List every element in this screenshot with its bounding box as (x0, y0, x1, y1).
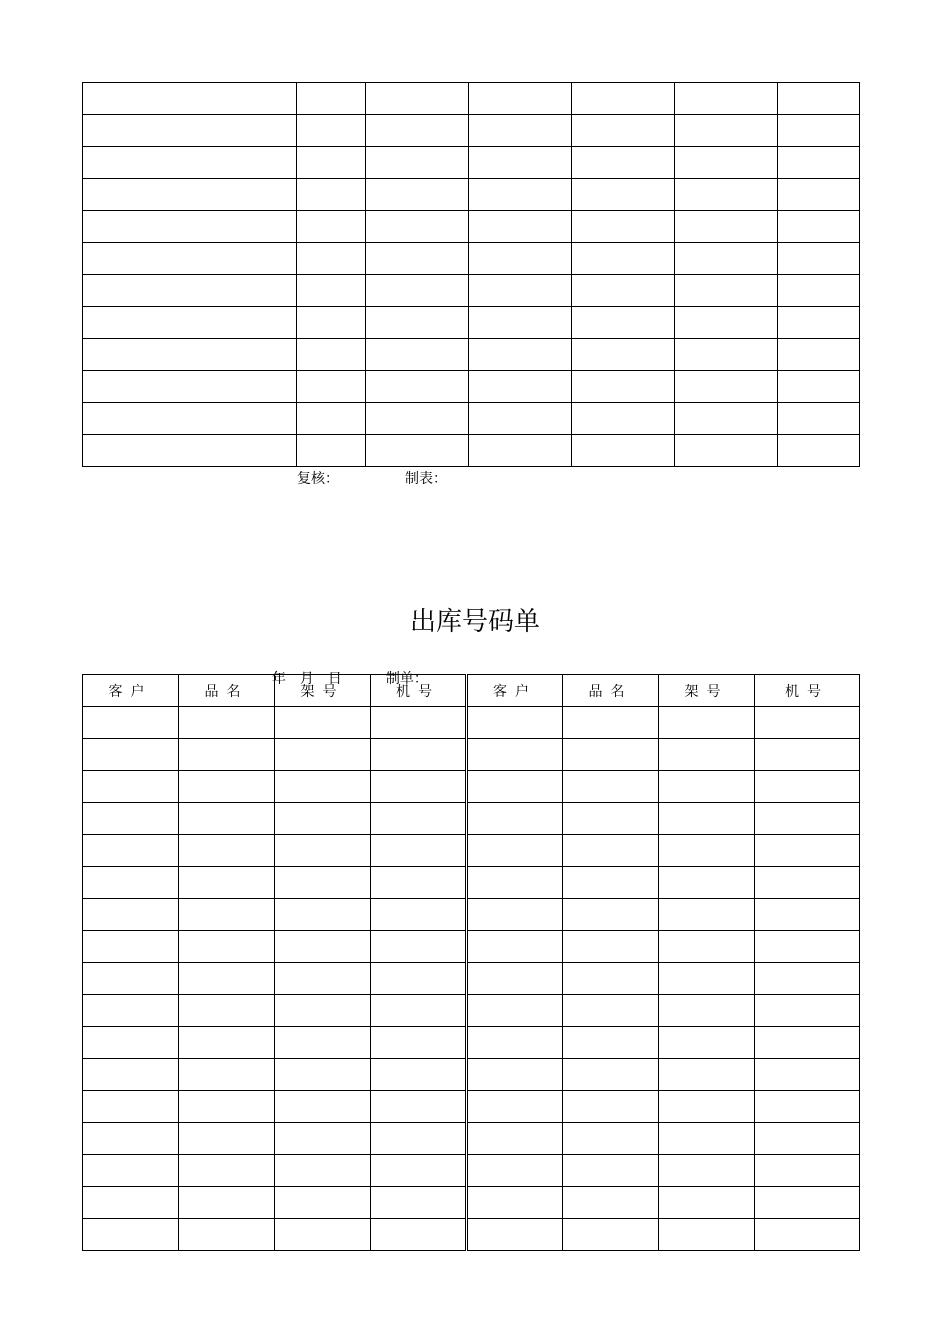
table-row (83, 1187, 860, 1219)
table-cell (83, 179, 297, 211)
table-cell (83, 867, 179, 899)
table-cell (83, 243, 297, 275)
table-row (83, 803, 860, 835)
table-cell (179, 1187, 275, 1219)
table-maker-label: 制表： (405, 471, 447, 487)
table-cell (755, 739, 860, 771)
table-cell (467, 1027, 563, 1059)
table-cell (572, 403, 675, 435)
table-cell (297, 339, 366, 371)
header-machine-number-2: 机号 (755, 675, 860, 707)
table-cell (275, 931, 371, 963)
table-cell (83, 83, 297, 115)
table-cell (675, 243, 778, 275)
table-cell (675, 275, 778, 307)
table-cell (778, 275, 860, 307)
table-cell (371, 1155, 467, 1187)
table-cell (469, 211, 572, 243)
header-customer-2: 客户 (467, 675, 563, 707)
table-cell (371, 931, 467, 963)
table-cell (83, 995, 179, 1027)
table-cell (467, 1155, 563, 1187)
table-cell (778, 211, 860, 243)
table-cell (563, 995, 659, 1027)
table-cell (755, 899, 860, 931)
table-cell (675, 211, 778, 243)
table-row (83, 1059, 860, 1091)
table-cell (659, 739, 755, 771)
header-product-name: 品名 (179, 675, 275, 707)
table-row (83, 403, 860, 435)
table-cell (366, 179, 469, 211)
table-cell (366, 435, 469, 467)
table-cell (659, 899, 755, 931)
table-cell (563, 867, 659, 899)
table-cell (467, 995, 563, 1027)
table-cell (563, 739, 659, 771)
review-label: 复核： (297, 471, 339, 487)
table-cell (83, 931, 179, 963)
table-cell (572, 147, 675, 179)
table-cell (275, 739, 371, 771)
table-cell (755, 707, 860, 739)
table-row (83, 307, 860, 339)
table-cell (275, 1059, 371, 1091)
table-cell (659, 995, 755, 1027)
table-cell (371, 707, 467, 739)
table-row (83, 179, 860, 211)
table-cell (572, 115, 675, 147)
table-cell (371, 1123, 467, 1155)
table-cell (563, 707, 659, 739)
table-cell (83, 211, 297, 243)
table-cell (469, 115, 572, 147)
table-cell (755, 1155, 860, 1187)
table-cell (675, 147, 778, 179)
table-cell (467, 1187, 563, 1219)
table-cell (83, 963, 179, 995)
table-row (83, 1155, 860, 1187)
table-cell (275, 1187, 371, 1219)
table-cell (371, 835, 467, 867)
table-cell (659, 1123, 755, 1155)
table-cell (371, 803, 467, 835)
table-cell (83, 1059, 179, 1091)
table-row (83, 371, 860, 403)
table-cell (467, 803, 563, 835)
table-cell (297, 371, 366, 403)
table-cell (572, 179, 675, 211)
table-cell (83, 1091, 179, 1123)
table-cell (371, 867, 467, 899)
table-cell (659, 1091, 755, 1123)
table-cell (778, 371, 860, 403)
table-cell (275, 995, 371, 1027)
table-cell (563, 963, 659, 995)
table-cell (275, 963, 371, 995)
table-cell (563, 899, 659, 931)
table-row (83, 899, 860, 931)
table-cell (755, 1091, 860, 1123)
table-row (83, 1219, 860, 1251)
table-cell (778, 147, 860, 179)
table-cell (179, 867, 275, 899)
table-cell (469, 275, 572, 307)
table-cell (675, 339, 778, 371)
table-cell (371, 995, 467, 1027)
header-customer: 客户 (83, 675, 179, 707)
table-cell (469, 435, 572, 467)
table-cell (467, 1123, 563, 1155)
table-cell (83, 1187, 179, 1219)
table-cell (755, 931, 860, 963)
table-row (83, 931, 860, 963)
table-cell (755, 803, 860, 835)
table-row (83, 739, 860, 771)
table-cell (179, 1027, 275, 1059)
table-cell (467, 899, 563, 931)
table-cell (297, 435, 366, 467)
table-cell (778, 115, 860, 147)
table-cell (371, 1187, 467, 1219)
table-cell (778, 243, 860, 275)
table-row (83, 1027, 860, 1059)
table-cell (83, 739, 179, 771)
table-row (83, 995, 860, 1027)
table-row (83, 83, 860, 115)
table-cell (83, 147, 297, 179)
table-cell (297, 147, 366, 179)
page-title: 出库号码单 (409, 607, 540, 637)
table-cell (371, 1091, 467, 1123)
table-cell (83, 115, 297, 147)
table-cell (778, 307, 860, 339)
table-cell (675, 371, 778, 403)
table-row (83, 243, 860, 275)
table-cell (275, 771, 371, 803)
table-cell (659, 1027, 755, 1059)
table-row (83, 835, 860, 867)
table-cell (755, 771, 860, 803)
table-cell (275, 867, 371, 899)
table-cell (275, 1155, 371, 1187)
table-cell (366, 275, 469, 307)
table-cell (83, 339, 297, 371)
table-cell (563, 1091, 659, 1123)
table-cell (778, 403, 860, 435)
table-cell (469, 307, 572, 339)
table-cell (275, 1123, 371, 1155)
table-cell (659, 931, 755, 963)
table-cell (366, 243, 469, 275)
table-cell (366, 339, 469, 371)
table-cell (83, 307, 297, 339)
table-row (83, 147, 860, 179)
table-cell (83, 771, 179, 803)
table-cell (83, 707, 179, 739)
table-cell (675, 115, 778, 147)
table-cell (563, 1155, 659, 1187)
table-cell (467, 1219, 563, 1251)
table-cell (469, 339, 572, 371)
table-cell (366, 307, 469, 339)
table-row (83, 867, 860, 899)
table-cell (675, 435, 778, 467)
table-cell (778, 339, 860, 371)
table-cell (572, 243, 675, 275)
table-cell (83, 803, 179, 835)
table-cell (297, 403, 366, 435)
outbound-number-table (82, 674, 860, 1251)
table-cell (675, 179, 778, 211)
table-cell (275, 899, 371, 931)
table-cell (371, 899, 467, 931)
header-rack-number: 架号 (275, 675, 371, 707)
table-cell (659, 771, 755, 803)
table-cell (83, 403, 297, 435)
table-cell (83, 1123, 179, 1155)
table-cell (83, 371, 297, 403)
table-row (83, 771, 860, 803)
table-cell (659, 835, 755, 867)
table-cell (469, 403, 572, 435)
table-cell (179, 707, 275, 739)
table-cell (563, 931, 659, 963)
table-cell (469, 243, 572, 275)
table-row (83, 1123, 860, 1155)
table-cell (83, 275, 297, 307)
table-cell (179, 1091, 275, 1123)
table-cell (659, 1187, 755, 1219)
table-cell (297, 243, 366, 275)
table-cell (179, 995, 275, 1027)
table-cell (675, 307, 778, 339)
table-cell (572, 435, 675, 467)
table-cell (467, 1059, 563, 1091)
table-cell (366, 115, 469, 147)
table-cell (179, 835, 275, 867)
table-cell (755, 1219, 860, 1251)
table-cell (563, 1059, 659, 1091)
table-cell (659, 1155, 755, 1187)
table-cell (563, 803, 659, 835)
date-year: 年 (271, 671, 286, 687)
table-cell (83, 1219, 179, 1251)
date-month: 月 (299, 671, 314, 687)
table-cell (778, 435, 860, 467)
table-cell (467, 739, 563, 771)
table-cell (371, 1027, 467, 1059)
table-cell (755, 1027, 860, 1059)
table-cell (179, 1059, 275, 1091)
table-cell (297, 83, 366, 115)
table-cell (297, 211, 366, 243)
table-cell (297, 275, 366, 307)
table-cell (563, 835, 659, 867)
table-cell (83, 835, 179, 867)
table-cell (659, 963, 755, 995)
table-cell (371, 1059, 467, 1091)
table-cell (778, 83, 860, 115)
table-cell (659, 1219, 755, 1251)
table-row (83, 115, 860, 147)
top-ledger-table (82, 82, 860, 467)
table-cell (563, 1187, 659, 1219)
table-cell (371, 771, 467, 803)
table-row (83, 211, 860, 243)
table-cell (275, 1027, 371, 1059)
table-cell (275, 707, 371, 739)
table-cell (297, 179, 366, 211)
table-cell (755, 1123, 860, 1155)
table-row (83, 707, 860, 739)
table-cell (275, 1091, 371, 1123)
table-cell (179, 931, 275, 963)
table-row (83, 275, 860, 307)
table-cell (572, 83, 675, 115)
table-cell (179, 771, 275, 803)
table-row (83, 963, 860, 995)
table-cell (469, 83, 572, 115)
date-day: 日 (327, 671, 342, 687)
table-cell (366, 147, 469, 179)
table-cell (366, 371, 469, 403)
table-cell (659, 1059, 755, 1091)
table-cell (755, 867, 860, 899)
table-cell (659, 707, 755, 739)
table-cell (179, 899, 275, 931)
table-cell (467, 867, 563, 899)
table-cell (366, 83, 469, 115)
table-cell (563, 1027, 659, 1059)
table-cell (179, 803, 275, 835)
table-cell (371, 1219, 467, 1251)
table-row (83, 1091, 860, 1123)
header-row (83, 675, 860, 707)
table-cell (675, 83, 778, 115)
table-cell (467, 835, 563, 867)
table-cell (563, 771, 659, 803)
table-cell (179, 739, 275, 771)
table-cell (275, 835, 371, 867)
table-row (83, 339, 860, 371)
table-cell (572, 371, 675, 403)
table-cell (297, 307, 366, 339)
table-cell (179, 1155, 275, 1187)
table-cell (778, 179, 860, 211)
table-cell (467, 963, 563, 995)
table-cell (572, 275, 675, 307)
table-cell (371, 963, 467, 995)
table-cell (755, 835, 860, 867)
table-cell (467, 771, 563, 803)
table-cell (467, 1091, 563, 1123)
table-cell (675, 403, 778, 435)
table-cell (179, 963, 275, 995)
table-cell (659, 803, 755, 835)
table-cell (179, 1219, 275, 1251)
table-cell (659, 867, 755, 899)
table-cell (755, 1187, 860, 1219)
table-cell (83, 1027, 179, 1059)
table-cell (275, 1219, 371, 1251)
table-cell (572, 211, 675, 243)
table-cell (572, 307, 675, 339)
header-rack-number-2: 架号 (659, 675, 755, 707)
table-cell (755, 995, 860, 1027)
table-cell (467, 707, 563, 739)
table-cell (366, 403, 469, 435)
table-cell (563, 1123, 659, 1155)
table-cell (275, 803, 371, 835)
table-cell (83, 1155, 179, 1187)
table-cell (179, 1123, 275, 1155)
table-row (83, 435, 860, 467)
table-cell (469, 371, 572, 403)
table-cell (83, 899, 179, 931)
table-cell (563, 1219, 659, 1251)
form-maker-label: 制单： (385, 671, 428, 687)
header-machine-number: 机号 (371, 675, 467, 707)
table-cell (371, 739, 467, 771)
table-cell (755, 963, 860, 995)
table-cell (469, 147, 572, 179)
table-cell (469, 179, 572, 211)
table-cell (755, 1059, 860, 1091)
table-cell (297, 115, 366, 147)
header-product-name-2: 品名 (563, 675, 659, 707)
table-cell (572, 339, 675, 371)
table-cell (366, 211, 469, 243)
table-cell (83, 435, 297, 467)
table-cell (467, 931, 563, 963)
